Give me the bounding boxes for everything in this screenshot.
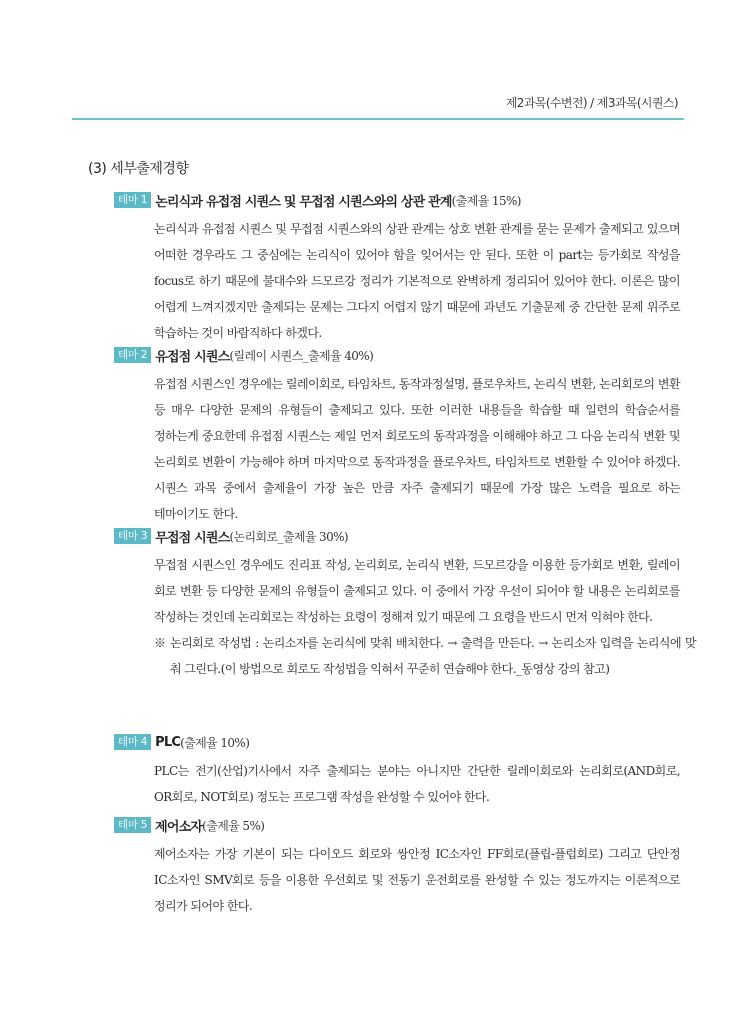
header-rule [72, 118, 684, 120]
running-header: 제2과목(수변전) / 제3과목(시퀀스) [505, 96, 678, 110]
theme-3-heading [114, 525, 682, 547]
theme-2 [114, 344, 682, 527]
theme-5-body: 제어소자는 가장 기본이 되는 다이오드 회로와 쌍안정 IC소자인 FF회로(플립-플럽회로) 그리고 단안정 IC소자인 SMV회로 등을 이용한 우선회로 및 전동기 운전회로를 완성할 수 있는 정도까지는 이론적으로 정리가 되어야 한다. [154, 847, 680, 913]
theme-5-title: 제어소자 [155, 819, 203, 835]
theme-3-note: ※ 논리회로 작성법 : 논리소자를 논리식에 맞춰 배치한다. → 출력을 만든다. → 논리소자 입력을 논리식에 맞춰 그린다.(이 방법으로 회로도 작성법을 익혀서 꾸준히 연습해야 한다._동영상 강의 참고) [154, 636, 696, 676]
theme-3-badge: 테마 3 [114, 528, 151, 544]
theme-1-body: 논리식과 유접점 시퀀스 및 무접점 시퀀스와의 상관 관계는 상호 변환 관계를 묻는 문제가 출제되고 있으며 어떠한 경우라도 그 중심에는 논리식이 있어야 함을 잊어서는 안 된다. 또한 이 part는 등가회로 작성을 focus로 하기 때문에 불대수와 드모르강 정리가 기본적으로 완벽하게 정리되어 있어야 한다. 이론은 많이 어렵게 느껴지겠지만 출제되는 문제는 그다지 어렵지 않기 때문에 과년도 기출문제 중 간단한 문제 위주로 학습하는 것이 바람직하다 하겠다. [154, 222, 680, 340]
theme-4-rate: (출제율 10%) [180, 735, 250, 750]
theme-5-heading [114, 814, 682, 836]
theme-5 [114, 814, 682, 919]
theme-5-badge: 테마 5 [114, 817, 151, 833]
theme-2-body: 유접점 시퀀스인 경우에는 릴레이회로, 타임차트, 동작과정설명, 플로우차트, 논리식 변환, 논리회로의 변환 등 매우 다양한 문제의 유형들이 출제되고 있다. 또한 이러한 내용들을 학습할 때 일련의 학습순서를 정하는게 중요한데 유접점 시퀀스는 제일 먼저 회로도의 동작과정을 이해해야 하고 그 다음 논리식 변환 및 논리회로 변환이 가능해야 하며 마지막으로 동작과정을 플로우차트, 타임차트로 변환할 수 있어야 하겠다. 시퀀스 과목 중에서 출제율이 가장 높은 만큼 자주 출제되기 때문에 가장 많은 노력을 필요로 하는 테마이기도 한다. [154, 377, 680, 521]
theme-1-title: 논리식과 유접점 시퀀스 및 무접점 시퀀스와의 상관 관계 [155, 194, 452, 210]
theme-3-body: 무접점 시퀀스인 경우에도 진리표 작성, 논리회로, 논리식 변환, 드모르강을 이용한 등가회로 변환, 릴레이 회로 변환 등 다양한 문제의 유형들이 출제되고 있다. 이 중에서 가장 우선이 되어야 할 내용은 논리회로를 작성하는 것인데 논리회로는 작성하는 요령이 정해져 있기 때문에 그 요령을 반드시 먼저 익혀야 한다. [154, 558, 680, 624]
theme-4-title: PLC [155, 734, 181, 750]
theme-2-badge: 테마 2 [114, 347, 151, 363]
theme-3-rate: (논리회로_출제율 30%) [229, 529, 348, 544]
theme-4 [114, 731, 682, 810]
theme-4-badge: 테마 4 [114, 734, 151, 750]
section-title: (3) 세부출제경향 [88, 161, 189, 177]
theme-1-badge: 테마 1 [114, 192, 151, 208]
theme-1-heading [114, 189, 682, 211]
theme-2-heading [114, 344, 682, 366]
theme-4-heading [114, 731, 682, 753]
theme-1 [114, 189, 682, 346]
theme-5-rate: (출제율 5%) [202, 818, 265, 833]
theme-3-title: 무접점 시퀀스 [155, 530, 230, 546]
theme-4-body: PLC는 전기(산업)기사에서 자주 출제되는 분야는 아니지만 간단한 릴레이회로와 논리회로(AND회로, OR회로, NOT회로) 정도는 프로그램 작성을 완성할 수 있어야 한다. [154, 764, 680, 804]
theme-3 [114, 525, 696, 682]
theme-2-title: 유접점 시퀀스 [155, 349, 230, 365]
theme-2-rate: (릴레이 시퀀스_출제율 40%) [229, 348, 374, 363]
theme-1-rate: (출제율 15%) [451, 193, 521, 208]
